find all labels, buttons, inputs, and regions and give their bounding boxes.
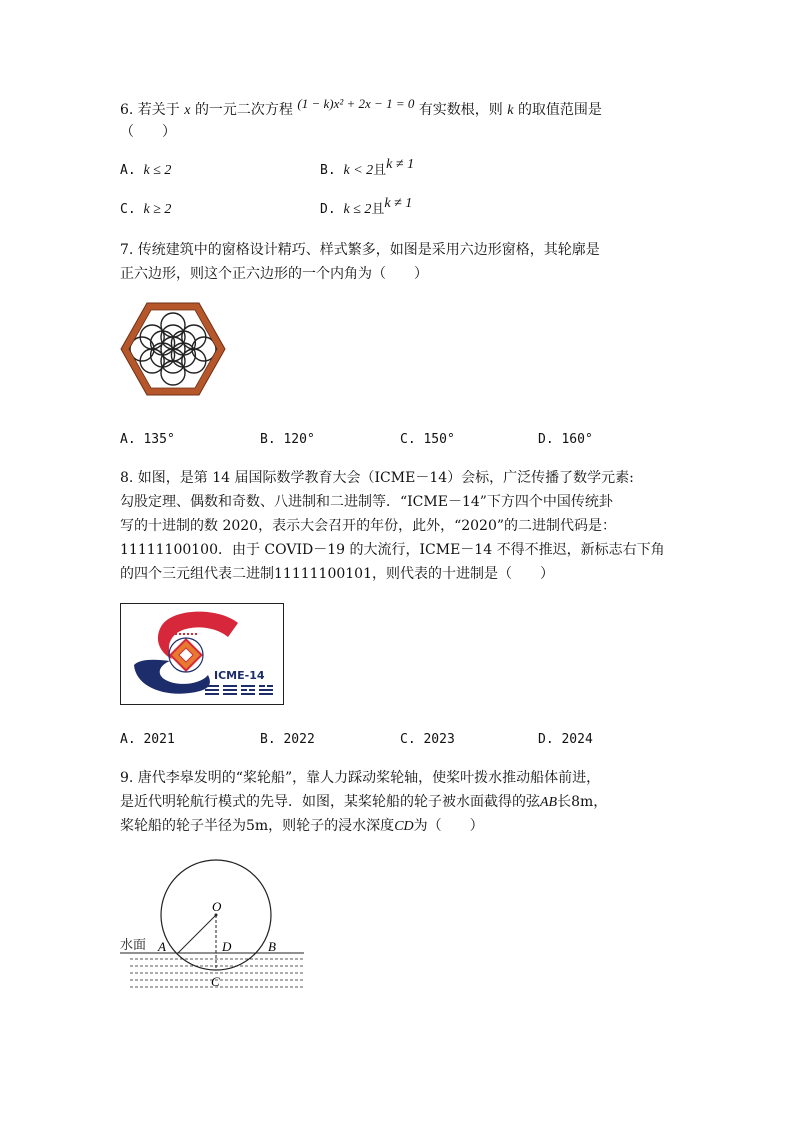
- q6-option-b[interactable]: B. k < 2且k ≠ 1: [320, 157, 415, 178]
- q8-option-c[interactable]: C. 2023: [400, 732, 455, 747]
- q7-option-d[interactable]: D. 160°: [538, 432, 593, 447]
- q8-stem-line1: 8. 如图，是第 14 届国际数学教育大会（ICME－14）会标，广泛传播了数学元素:: [120, 470, 634, 486]
- label-d: D: [222, 939, 232, 954]
- q8-stem-line5: 的四个三元组代表二进制11111100101，则代表的十进制是（ ）: [120, 566, 554, 582]
- q9-stem-line1: 9. 唐代李皋发明的“桨轮船”，靠人力踩动桨轮轴，使桨叶拨水推动船体前进，: [120, 770, 601, 786]
- logo-text: ICME-14: [214, 669, 265, 682]
- var-x: x: [184, 103, 191, 118]
- q8-stem-line4: 11111100100．由于 COVID－19 的大流行，ICME－14 不得不推迟，新标志右下角: [120, 542, 665, 558]
- label-a: A: [158, 939, 166, 954]
- q7-stem-line2: 正六边形，则这个正六边形的一个内角为（ ）: [120, 266, 428, 282]
- paddle-wheel-figure: [118, 855, 308, 995]
- label-b: B: [268, 939, 276, 954]
- icme14-logo-figure: [120, 603, 284, 705]
- q9-stem-line3: 桨轮船的轮子半径为5m，则轮子的浸水深度CD为（ ）: [120, 818, 484, 834]
- q6-answer-blank: （ ）: [120, 124, 176, 140]
- q7-option-b[interactable]: B. 120°: [260, 432, 315, 447]
- q8-option-b[interactable]: B. 2022: [260, 732, 315, 747]
- radius-oa: [178, 915, 216, 953]
- hexagon-window-figure: [120, 302, 226, 396]
- q8-option-a[interactable]: A. 2021: [120, 732, 175, 747]
- q6-stem-line1: 6. 若关于 x 的一元二次方程 (1 − k)x² + 2x − 1 = 0 有实数根，则 k 的取值范围是: [120, 96, 602, 118]
- q6-option-a[interactable]: A. k ≤ 2: [120, 163, 172, 178]
- q8-stem-line3: 写的十进制的数 2020，表示大会召开的年份，此外，“2020”的二进制代码是：: [120, 518, 617, 534]
- label-water: 水面: [120, 938, 147, 953]
- var-k: k: [507, 103, 514, 118]
- q9-stem-line2: 是近代明轮航行模式的先导．如图，某桨轮船的轮子被水面截得的弦AB长8m，: [120, 794, 608, 810]
- q6-option-d[interactable]: D. k ≤ 2且k ≠ 1: [320, 196, 413, 217]
- label-o: O: [212, 899, 222, 914]
- q6-option-c[interactable]: C. k ≥ 2: [120, 202, 172, 217]
- label-c: C: [211, 974, 220, 989]
- q8-stem-line2: 勾股定理、偶数和奇数、八进制和二进制等．“ICME－14”下方四个中国传统卦: [120, 494, 613, 510]
- q7-option-c[interactable]: C. 150°: [400, 432, 455, 447]
- q6-equation: (1 − k)x² + 2x − 1 = 0: [297, 96, 415, 111]
- q7-option-a[interactable]: A. 135°: [120, 432, 175, 447]
- q7-stem-line1: 7. 传统建筑中的窗格设计精巧、样式繁多，如图是采用六边形窗格，其轮廓是: [120, 242, 600, 258]
- q8-option-d[interactable]: D. 2024: [538, 732, 593, 747]
